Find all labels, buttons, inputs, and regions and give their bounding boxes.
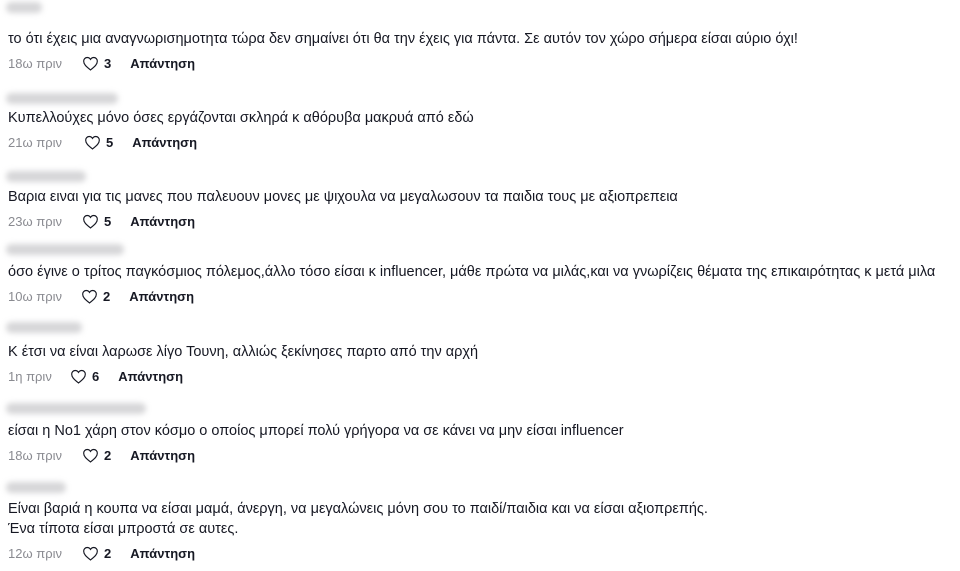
username-blurred[interactable] — [6, 403, 146, 414]
comment-time: 18ω πριν — [8, 447, 62, 463]
comment-time: 23ω πριν — [8, 213, 62, 229]
comment-text: το ότι έχεις μια αναγνωρισημοτητα τώρα δεν σημαίνει ότι θα την έχεις για πάντα. Σε αυτόν τον χώρο σήμερα είσαι αύριο όχι! — [8, 31, 798, 47]
comment-text: Κ έτσι να είναι λαρωσε λίγο Τουνη, αλλιώς ξεκίνησες παρτο από την αρχή — [8, 344, 479, 360]
comment-text: Κυπελλούχες μόνο όσες εργάζονται σκληρά κ αθόρυβα μακρυά από εδώ — [8, 110, 474, 126]
comment-text: είσαι η Νο1 χάρη στον κόσμο ο οποίος μπορεί πολύ γρήγορα να σε κάνει να μην είσαι influencer — [8, 423, 624, 439]
heart-outline-icon — [84, 135, 101, 150]
comment-meta — [8, 133, 197, 151]
like-count: 5 — [106, 134, 114, 150]
username-blurred[interactable] — [6, 171, 86, 182]
reply-button[interactable]: Απάντηση — [130, 447, 196, 463]
comment-time: 21ω πριν — [8, 134, 62, 150]
username-blurred[interactable] — [6, 482, 66, 493]
like-button[interactable] — [82, 546, 111, 561]
heart-outline-icon — [82, 56, 99, 71]
comment-time: 1η πριν — [8, 368, 52, 384]
reply-button[interactable]: Απάντηση — [130, 213, 196, 229]
reply-button[interactable]: Απάντηση — [118, 368, 184, 384]
heart-outline-icon — [82, 448, 99, 463]
like-count: 3 — [104, 55, 112, 71]
like-count: 2 — [103, 288, 111, 304]
comment-text: όσο έγινε ο τρίτος παγκόσμιος πόλεμος,άλλο τόσο είσαι κ influencer, μάθε πρώτα να μιλάς,και να γνωρίζεις θέματα της επικαιρότητας κ μετά μιλα — [8, 264, 936, 280]
comment-meta — [8, 544, 195, 562]
username-blurred[interactable] — [6, 2, 42, 13]
comment-time: 12ω πριν — [8, 545, 62, 561]
like-count: 2 — [104, 545, 112, 561]
username-blurred[interactable] — [6, 244, 124, 255]
reply-button[interactable]: Απάντηση — [129, 288, 195, 304]
like-count: 6 — [92, 368, 100, 384]
comment-meta — [8, 446, 195, 464]
comment-text: Βαρια ειναι για τις μανες που παλευουν μονες με ψιχουλα να μεγαλωσουν τα παιδια τους με αξιοπρεπεια — [8, 189, 678, 205]
comment-time: 10ω πριν — [8, 288, 62, 304]
like-count: 2 — [104, 447, 112, 463]
comment-time: 18ω πριν — [8, 55, 62, 71]
comment-text-line-2: Ένα τίποτα είσαι μπροστά σε αυτες. — [8, 521, 239, 537]
comment-text: Είναι βαριά η κουπα να είσαι μαμά, άνεργη, να μεγαλώνεις μόνη σου το παιδί/παιδια και να είσαι αξιοπρεπής. — [8, 501, 708, 517]
comment-meta — [8, 287, 194, 305]
reply-button[interactable]: Απάντηση — [132, 134, 198, 150]
reply-button[interactable]: Απάντηση — [130, 55, 196, 71]
like-button[interactable] — [82, 448, 111, 463]
like-button[interactable] — [82, 214, 111, 229]
comment-meta — [8, 367, 183, 385]
like-count: 5 — [104, 213, 112, 229]
comment-meta — [8, 54, 195, 72]
heart-outline-icon — [81, 289, 98, 304]
username-blurred[interactable] — [6, 322, 82, 333]
username-blurred[interactable] — [6, 93, 118, 104]
like-button[interactable] — [82, 56, 111, 71]
like-button[interactable] — [84, 135, 113, 150]
like-button[interactable] — [70, 369, 99, 384]
heart-outline-icon — [82, 214, 99, 229]
like-button[interactable] — [81, 289, 110, 304]
comment-meta — [8, 212, 195, 230]
heart-outline-icon — [70, 369, 87, 384]
reply-button[interactable]: Απάντηση — [130, 545, 196, 561]
heart-outline-icon — [82, 546, 99, 561]
